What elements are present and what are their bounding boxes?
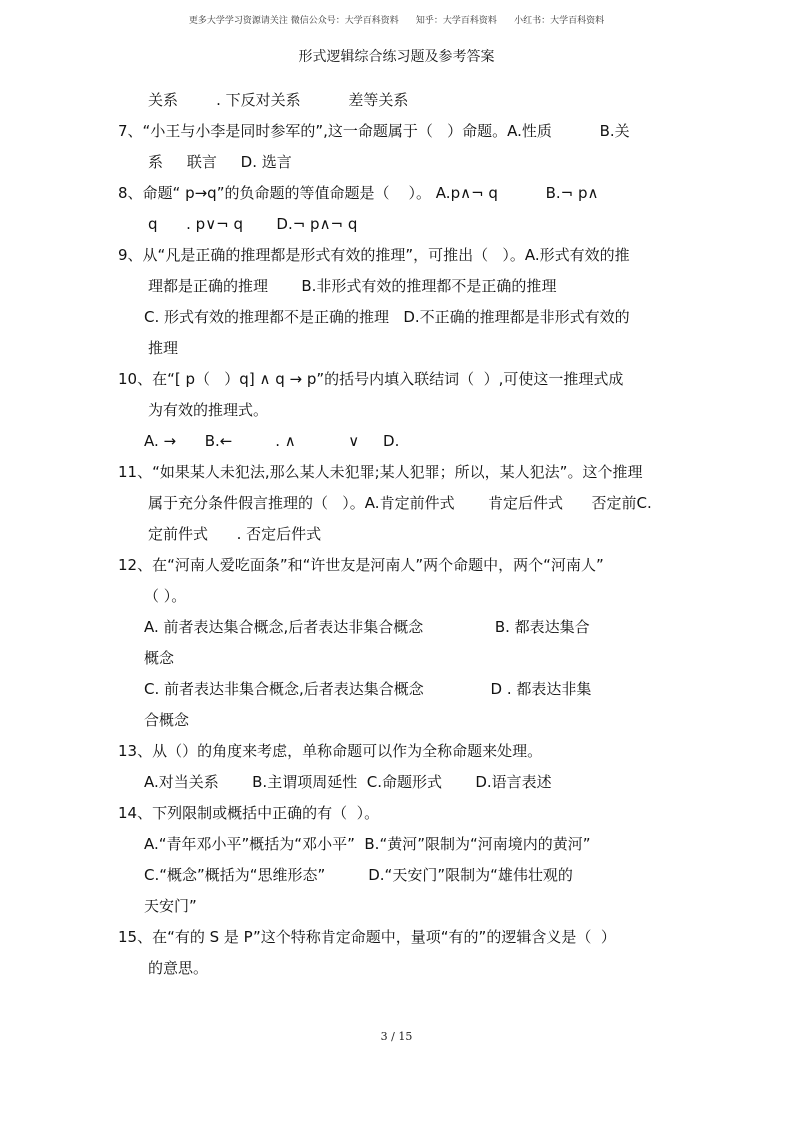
- text-line: C. 前者表达非集合概念,后者表达集合概念 D . 都表达非集: [144, 680, 592, 698]
- page-header: 更多大学学习资源请关注 微信公众号：大学百科资料 知乎：大学百科资料 小红书：大学百科资料: [188, 16, 605, 26]
- text-line: C.“概念”概括为“思维形态” D.“天安门”限制为“雄伟壮观的: [144, 866, 573, 884]
- page-number: 3 / 15: [380, 1030, 413, 1043]
- text-line: 推理: [148, 339, 179, 357]
- text-line: A.“青年邓小平”概括为“邓小平” B.“黄河”限制为“河南境内的黄河”: [144, 835, 591, 853]
- text-line: 天安门”: [144, 897, 197, 915]
- question-14: 14、下列限制或概括中正确的有（ ）。: [118, 804, 380, 822]
- question-12: 12、在“河南人爱吃面条”和“许世友是河南人”两个命题中，两个“河南人”: [118, 556, 604, 574]
- text-line: C. 形式有效的推理都不是正确的推理 D.不正确的推理都是非形式有效的: [144, 308, 630, 326]
- question-7: 7、“小王与小李是同时参军的”,这一命题属于（ ）命题。A.性质 B.关: [118, 122, 630, 140]
- text-line: （ ）。: [144, 587, 187, 605]
- text-line: 概念: [144, 649, 175, 667]
- document-body: [118, 88, 678, 987]
- text-line: 理都是正确的推理 B.非形式有效的推理都不是正确的推理: [148, 277, 557, 295]
- text-line: A.对当关系 B.主谓项周延性 C.命题形式 D.语言表述: [144, 773, 552, 791]
- question-11: 11、“如果某人未犯法,那么某人未犯罪;某人犯罪；所以，某人犯法”。这个推理: [118, 463, 643, 481]
- text-line: q . p∨¬ q D.¬ p∧¬ q: [148, 215, 358, 233]
- question-15: 15、在“有的 S 是 P”这个特称肯定命题中，量项“有的”的逻辑含义是（ ）: [118, 928, 616, 946]
- text-line: 系 联言 D. 选言: [148, 153, 292, 171]
- text-line: A. 前者表达集合概念,后者表达非集合概念 B. 都表达集合: [144, 618, 590, 636]
- question-13: 13、从（）的角度来考虑，单称命题可以作为全称命题来处理。: [118, 742, 543, 760]
- text-line: 关系 . 下反对关系 差等关系: [148, 91, 409, 109]
- text-line: 的意思。: [148, 959, 209, 977]
- document-title: 形式逻辑综合练习题及参考答案: [298, 49, 495, 65]
- question-10: 10、在“[ p（ ）q] ∧ q → p”的括号内填入联结词（ ）,可使这一推理式成: [118, 370, 624, 388]
- question-8: 8、命题“ p→q”的负命题的等值命题是（ ）。 A.p∧¬ q B.¬ p∧: [118, 184, 599, 202]
- text-line: A. → B.← . ∧ ∨ D.: [144, 432, 400, 450]
- text-line: 属于充分条件假言推理的（ ）。A.肯定前件式 肯定后件式 否定前C.: [148, 494, 652, 512]
- text-line: 定前件式 . 否定后件式: [148, 525, 322, 543]
- text-line: 合概念: [144, 711, 190, 729]
- text-line: 为有效的推理式。: [148, 401, 269, 419]
- question-9: 9、从“凡是正确的推理都是形式有效的推理”，可推出（ ）。A.形式有效的推: [118, 246, 630, 264]
